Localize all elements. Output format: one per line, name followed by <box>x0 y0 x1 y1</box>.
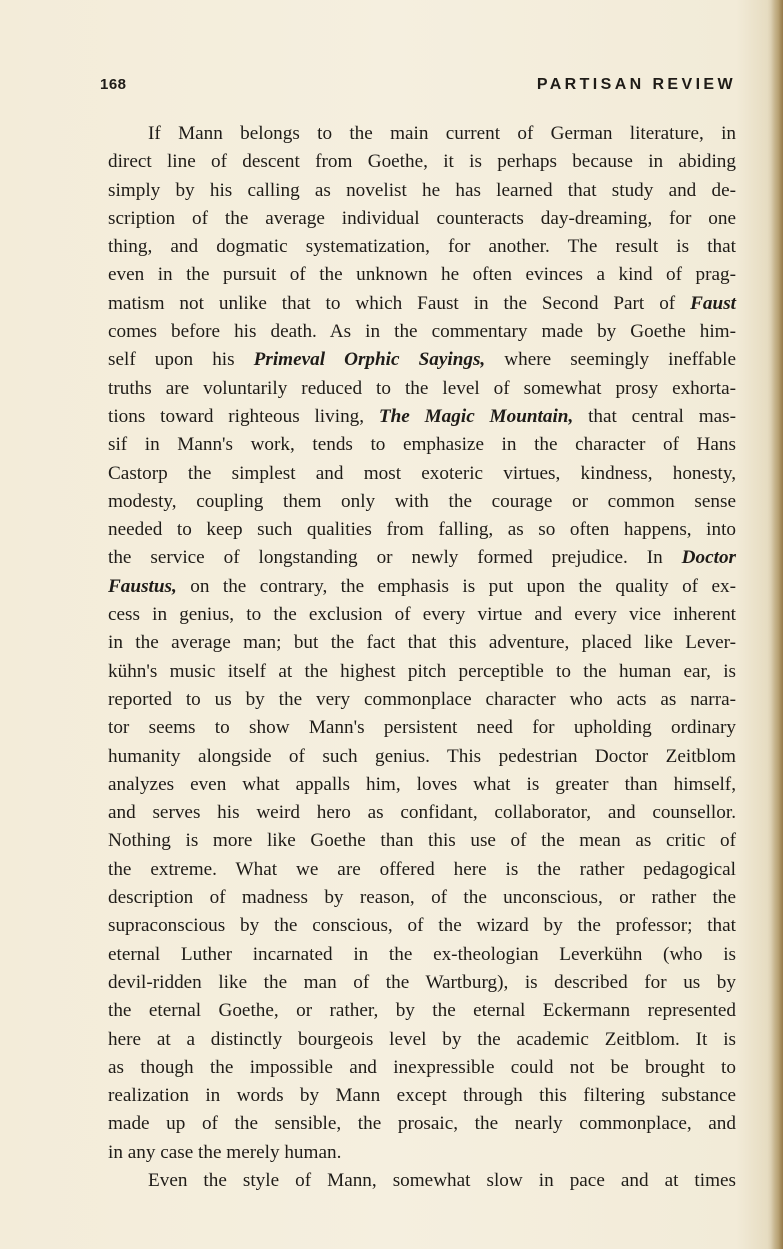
text-run: supraconscious by the conscious, of the wizard by the professor; that <box>108 915 736 937</box>
text-run: Nothing is more like Goethe than this use of the mean as critic of <box>108 830 736 852</box>
text-run: needed to keep such qualities from falling, as so often happens, into <box>108 519 736 541</box>
text-line <box>108 488 736 516</box>
italic-title: Doctor <box>681 547 736 569</box>
text-line <box>108 346 736 374</box>
text-line <box>108 261 736 289</box>
text-line <box>108 856 736 884</box>
text-run: analyzes even what appalls him, loves what is greater than himself, <box>108 773 736 795</box>
text-line <box>108 941 736 969</box>
text-line <box>108 120 736 148</box>
text-line <box>108 1054 736 1082</box>
text-line <box>108 318 736 346</box>
text-line <box>108 290 736 318</box>
text-line <box>108 969 736 997</box>
text-line <box>108 205 736 233</box>
text-run: self upon his <box>108 349 254 371</box>
text-run: tions toward righteous living, <box>108 405 379 427</box>
text-line <box>108 771 736 799</box>
italic-title: The Magic Mountain, <box>378 405 574 427</box>
text-run: truths are voluntarily reduced to the level of somewhat prosy exhorta- <box>108 377 736 399</box>
text-run: where seemingly ineffable <box>485 349 736 371</box>
running-head <box>100 76 736 100</box>
text-run: the extreme. What we are offered here is the rather pedagogical <box>108 858 736 880</box>
italic-title: Faust <box>690 292 736 314</box>
text-line <box>108 431 736 459</box>
text-run: the eternal Goethe, or rather, by the eternal Eckermann represented <box>108 1000 736 1022</box>
text-line <box>108 884 736 912</box>
text-line <box>108 544 736 572</box>
text-line <box>108 629 736 657</box>
text-line <box>108 799 736 827</box>
text-line <box>108 997 736 1025</box>
text-run: cess in genius, to the exclusion of every virtue and every vice inherent <box>108 604 736 626</box>
text-line <box>108 573 736 601</box>
text-line <box>108 403 736 431</box>
text-run: Even the style of Mann, somewhat slow in pace and at times <box>148 1169 736 1191</box>
page-number: 168 <box>100 76 127 93</box>
text-line <box>108 686 736 714</box>
text-run: kühn's music itself at the highest pitch perceptible to the human ear, is <box>108 660 736 682</box>
italic-title: Faustus, <box>108 575 177 597</box>
text-run: and serves his weird hero as confidant, collaborator, and counsellor. <box>108 802 736 824</box>
text-line <box>108 827 736 855</box>
italic-title: Primeval Orphic Sayings, <box>253 349 486 371</box>
text-line <box>108 1139 736 1167</box>
text-run: in any case the merely human. <box>108 1141 342 1163</box>
text-run: made up of the sensible, the prosaic, the nearly commonplace, and <box>108 1113 736 1135</box>
text-run: that central mas- <box>573 405 737 427</box>
text-run: humanity alongside of such genius. This pedestrian Doctor Zeitblom <box>108 745 736 767</box>
text-run: modesty, coupling them only with the courage or common sense <box>108 490 736 512</box>
page-binding-edge <box>771 0 783 1249</box>
text-run: scription of the average individual counteracts day-dreaming, for one <box>108 207 736 229</box>
text-line <box>108 460 736 488</box>
text-run: on the contrary, the emphasis is put upon the quality of ex- <box>176 575 736 597</box>
text-run: simply by his calling as novelist he has learned that study and de- <box>108 179 736 201</box>
text-line <box>108 658 736 686</box>
text-line <box>108 177 736 205</box>
text-run: as though the impossible and inexpressible could not be brought to <box>108 1056 736 1078</box>
text-line <box>108 1167 736 1195</box>
text-run: If Mann belongs to the main current of German literature, in <box>148 123 736 144</box>
text-run: description of madness by reason, of the unconscious, or rather the <box>108 887 736 909</box>
text-run: eternal Luther incarnated in the ex-theologian Leverkühn (who is <box>108 943 736 965</box>
text-run: realization in words by Mann except through this filtering substance <box>108 1085 736 1107</box>
text-run: thing, and dogmatic systematization, for another. The result is that <box>108 236 736 258</box>
text-line <box>108 1110 736 1138</box>
text-line <box>108 714 736 742</box>
text-run: sif in Mann's work, tends to emphasize in the character of Hans <box>108 434 736 456</box>
text-run: the service of longstanding or newly formed prejudice. In <box>108 547 682 569</box>
text-line <box>108 1082 736 1110</box>
text-run: matism not unlike that to which Faust in the Second Part of <box>108 292 691 314</box>
text-line <box>108 233 736 261</box>
text-run: here at a distinctly bourgeois level by the academic Zeitblom. It is <box>108 1028 736 1050</box>
text-line <box>108 516 736 544</box>
text-line <box>108 375 736 403</box>
body-text <box>108 120 736 1195</box>
journal-title: PARTISAN REVIEW <box>536 76 736 93</box>
text-line <box>108 601 736 629</box>
text-run: even in the pursuit of the unknown he often evinces a kind of prag- <box>108 264 736 286</box>
text-line <box>108 1026 736 1054</box>
text-line <box>108 148 736 176</box>
text-run: tor seems to show Mann's persistent need for upholding ordinary <box>108 717 736 739</box>
text-run: in the average man; but the fact that this adventure, placed like Lever- <box>108 632 736 654</box>
text-run: reported to us by the very commonplace character who acts as narra- <box>108 688 736 710</box>
text-line <box>108 912 736 940</box>
text-run: Castorp the simplest and most exoteric virtues, kindness, honesty, <box>108 462 736 484</box>
text-line <box>108 743 736 771</box>
text-run: direct line of descent from Goethe, it is perhaps because in abiding <box>108 151 736 173</box>
text-run: comes before his death. As in the commentary made by Goethe him- <box>108 321 736 343</box>
text-run: devil-ridden like the man of the Wartburg), is described for us by <box>108 971 736 993</box>
